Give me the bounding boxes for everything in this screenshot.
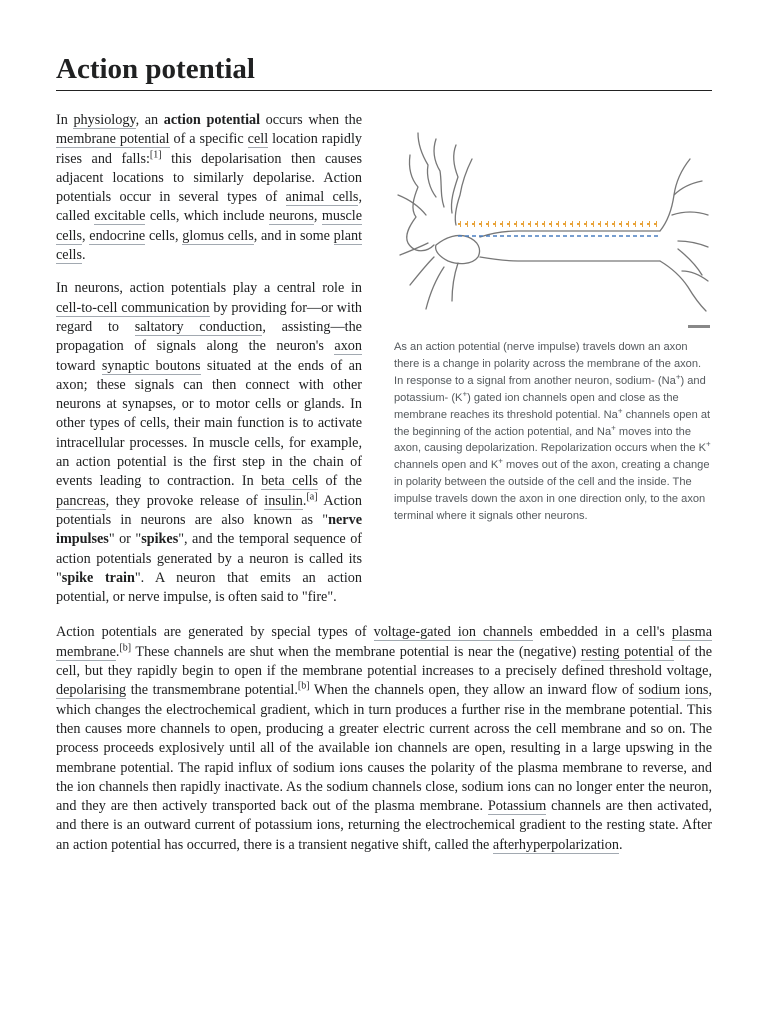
link-insulin[interactable]: insulin	[264, 492, 303, 509]
link-excitable[interactable]: excitable	[94, 208, 146, 225]
link-resting-potential[interactable]: resting potential	[580, 643, 674, 660]
enlarge-icon[interactable]	[688, 325, 710, 328]
link-cell[interactable]: cell	[247, 131, 269, 148]
term-spikes: spikes	[141, 531, 179, 548]
paragraph-intro: As an action potential (nerve impulse) travels down an axon there is a change in polarity across the membrane of the axon. In response to a signal from another neuron, sodium- (Na+) and potassium- (K+) gated ion channels open and close as the membrane reaches its threshold potential. Na+ channels open at the beginning of the action potential, and Na+ moves into the axon, causing depolarization. Repolarization occurs when the K+ channels open and K+ moves out of the axon, creating a change in polarity between the outside of the cell and the inside. The impulse travels down the axon in one direction only, to the axon terminal where it signals other neurons. In physiology, an action potential occurs when the membrane potential of a specific cell location rapidly rises and falls:[1] this depolarisation then causes adjacent locations to similarly depolarise. Action potentials occur in several types of animal cells, called excitable cells, which include neurons, muscle cells, endocrine cells, glomus cells, and in some plant cells.	[56, 111, 712, 265]
neuron-figure	[390, 113, 712, 573]
paragraph-neurons: In neurons, action potentials play a central role in cell-to-cell communication by providing for—or with regard to saltatory conduction, assisting—the propagation of signals along the neuron's axon toward synaptic boutons situated at the ends of an axon; these signals can then connect with other neurons at synapses, or to motor cells or glands. In other types of cells, their main function is to activate intracellular processes. In muscle cells, for example, an action potential is the first step in the chain of events leading to contraction. In beta cells of the pancreas, they provoke release of insulin.[a] Action potentials in neurons are also known as "nerve impulses" or "spikes", and the temporal sequence of action potentials generated by a neuron is called its "spike train". A neuron that emits an action potential, or nerve impulse, is often said to "fire".	[56, 280, 363, 606]
paragraph-generation: Action potentials are generated by special types of voltage-gated ion channels embedded in a cell's plasma membrane.[b] These channels are shut when the membrane potential is near the (negative) resting potential of the cell, but they rapidly begin to open if the membrane potential increases to a precisely defined threshold voltage, depolarising the transmembrane potential.[b] When the channels open, they allow an inward flow of sodium ions, which changes the electrochemical gradient, which in turn produces a further rise in the membrane potential. This then causes more channels to open, producing a greater electric current across the cell membrane and so on. The process proceeds explosively until all of the available ion channels are open, resulting in a large upswing in the membrane potential. The rapid influx of sodium ions causes the polarity of the plasma membrane to reverse, and the ion channels then rapidly inactivate. As the sodium channels close, sodium ions can no longer enter the neuron, and they are then actively transported back out of the plasma membrane. Potassium channels are then activated, and there is an outward current of potassium ions, returning the electrochemical gradient to the resting state. After an action potential has occurred, there is a transient negative shift, called the afterhyperpolarization.	[56, 624, 712, 853]
link-potassium[interactable]: Potassium	[487, 798, 547, 815]
link-glomus-cells[interactable]: glomus cells	[182, 227, 254, 244]
reference-a[interactable]: [a]	[306, 490, 318, 502]
link-saltatory-conduction[interactable]: saltatory conduction	[134, 318, 263, 335]
term-spike-train: spike train	[61, 569, 135, 586]
figure-caption: As an action potential (nerve impulse) travels down an axon there is a change in polarity across the membrane of the axon. In response to a signal from another neuron, sodium- (Na+) and potassium- (K+) gated ion channels open and close as the membrane reaches its threshold potential. Na+ channels open at the beginning of the action potential, and Na+ moves into the axon, causing depolarization. Repolarization occurs when the K+ channels open and K+ moves out of the axon, creating a change in polarity between the outside of the cell and the inside. The impulse travels down the axon in one direction only, to the axon terminal where it signals other neurons.	[394, 341, 711, 523]
link-axon[interactable]: axon	[334, 338, 362, 355]
term-action-potential: action potential	[163, 112, 261, 128]
link-muscle-cells[interactable]: muscle cells	[56, 208, 362, 244]
link-depolarising[interactable]: depolarising	[56, 682, 127, 699]
reference-1[interactable]: [1]	[149, 148, 162, 160]
term-nerve-impulses: nerve impulses	[56, 511, 362, 548]
link-physiology[interactable]: physiology	[73, 112, 136, 128]
link-cell-to-cell-communication[interactable]: cell-to-cell communication	[56, 299, 210, 316]
neuron-diagram-image[interactable]	[396, 125, 712, 329]
neuron-outline	[398, 133, 708, 311]
link-endocrine[interactable]: endocrine	[89, 227, 146, 244]
link-plant-cells[interactable]: plant cells	[56, 227, 363, 264]
link-beta-cells[interactable]: beta cells	[261, 473, 319, 490]
link-pancreas[interactable]: pancreas	[56, 492, 106, 509]
link-synaptic-boutons[interactable]: synaptic boutons	[101, 357, 201, 374]
reference-b[interactable]: [b]	[119, 641, 132, 653]
reference-b[interactable]: [b]	[297, 680, 310, 692]
article	[56, 0, 712, 855]
link-afterhyperpolarization[interactable]: afterhyperpolarization	[492, 836, 619, 853]
link-plasma-membrane[interactable]: plasma membrane	[56, 624, 712, 660]
page-title: Action potential	[56, 0, 712, 91]
link-voltage-gated-ion-channels[interactable]: voltage-gated ion channels	[373, 624, 533, 641]
link-neurons[interactable]: neurons	[268, 208, 314, 225]
link-sodium[interactable]: sodium	[638, 682, 681, 699]
link-ions[interactable]: ions	[684, 682, 709, 699]
link-animal-cells[interactable]: animal cells	[285, 189, 359, 206]
link-membrane-potential[interactable]: membrane potential	[56, 131, 170, 148]
